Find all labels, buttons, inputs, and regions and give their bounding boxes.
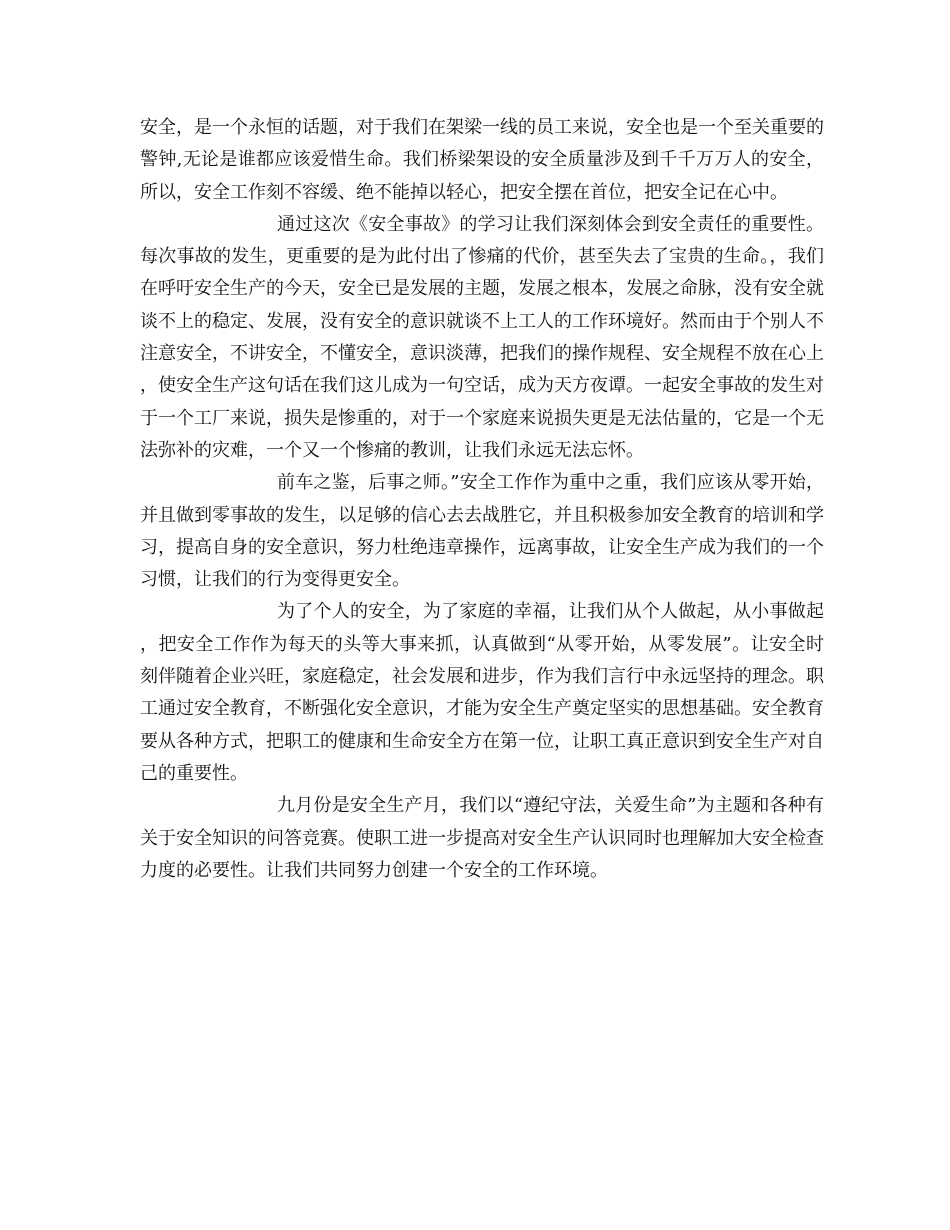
- paragraph-3: 前车之鉴，后事之师。”安全工作作为重中之重，我们应该从零开始，并且做到零事故的发生，以足够的信心去去战胜它，并且积极参加安全教育的培训和学习，提高自身的安全意识，努力杜绝违章操作，远离事故，让安全生产成为我们的一个习惯，让我们的行为变得更安全。: [140, 472, 824, 591]
- paragraph-2: 通过这次《安全事故》的学习让我们深刻体会到安全责任的重要性。每次事故的发生，更重要的是为此付出了惨痛的代价，甚至失去了宝贵的生命。，我们在呼吁安全生产的今天，安全已是发展的主题，发展之根本，发展之命脉，没有安全就谈不上的稳定、发展，没有安全的意识就谈不上工人的工作环境好。然而由于个别人不注意安全，不讲安全，不懂安全，意识淡薄，把我们的操作规程、安全规程不放在心上，使安全生产这句话在我们这儿成为一句空话，成为天方夜谭。一起安全事故的发生对于一个工厂来说，损失是惨重的，对于一个家庭来说损失更是无法估量的，它是一个无法弥补的灾难，一个又一个惨痛的教训，让我们永远无法忘怀。: [140, 213, 824, 461]
- paragraph-1: 安全，是一个永恒的话题，对于我们在架梁一线的员工来说，安全也是一个至关重要的警钟,无论是谁都应该爱惜生命。我们桥梁架设的安全质量涉及到千千万万人的安全，所以，安全工作刻不容缓、绝不能掉以轻心，把安全摆在首位，把安全记在心中。: [140, 117, 824, 203]
- paragraph-4: 为了个人的安全，为了家庭的幸福，让我们从个人做起，从小事做起，把安全工作作为每天的头等大事来抓，认真做到“从零开始，从零发展”。让安全时刻伴随着企业兴旺，家庭稳定，社会发展和进步，作为我们言行中永远坚持的理念。职工通过安全教育，不断强化安全意识，才能为安全生产奠定坚实的思想基础。安全教育要从各种方式，把职工的健康和生命安全方在第一位，让职工真正意识到安全生产对自己的重要性。: [140, 601, 824, 784]
- paragraph-5: 九月份是安全生产月，我们以“遵纪守法，关爱生命”为主题和各种有关于安全知识的问答竞赛。使职工进一步提高对安全生产认识同时也理解加大安全检查力度的必要性。让我们共同努力创建一个安全的工作环境。: [140, 795, 824, 881]
- document-body: [140, 112, 824, 887]
